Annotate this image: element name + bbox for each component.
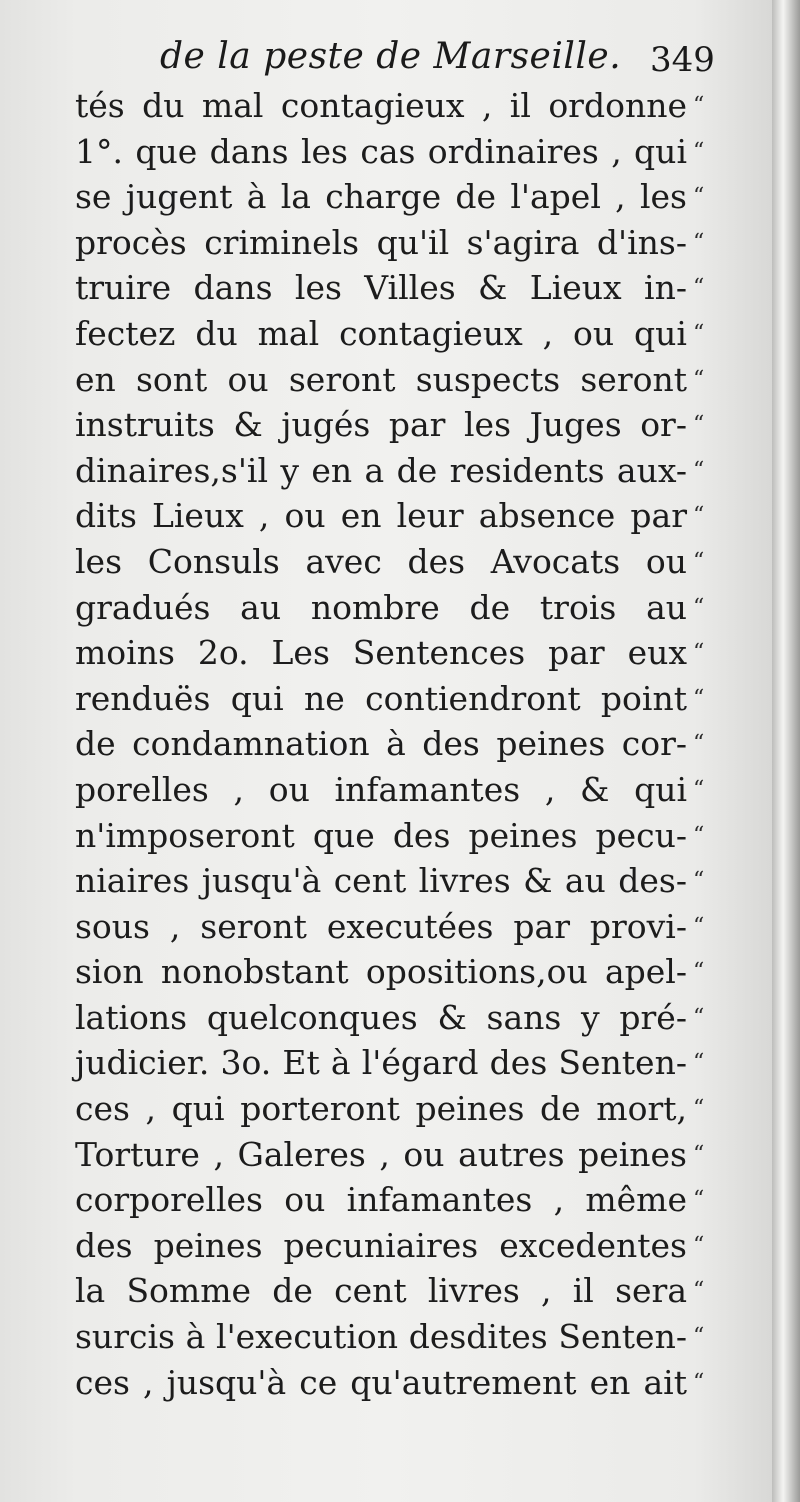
page-edge	[772, 0, 800, 1502]
quote-mark: “	[693, 1187, 705, 1213]
quote-mark: “	[693, 594, 705, 620]
text-line: ces , jusqu'à ce qu'autrement en ait	[75, 1362, 687, 1402]
quote-mark: “	[693, 1004, 705, 1030]
quote-mark: “	[693, 548, 705, 574]
quote-mark: “	[693, 366, 705, 392]
page-number: 349	[650, 40, 715, 80]
quote-mark: “	[693, 1324, 705, 1350]
text-line: renduës qui ne contiendront point	[75, 678, 687, 718]
quote-mark: “	[693, 457, 705, 483]
quote-mark: “	[693, 275, 705, 301]
text-line: Torture , Galeres , ou autres peines	[75, 1134, 687, 1174]
text-line: des peines pecuniaires excedentes	[75, 1225, 687, 1265]
marginal-quote-marks	[693, 83, 723, 1405]
text-line: truire dans les Villes & Lieux in-	[75, 268, 687, 308]
quote-mark: “	[693, 685, 705, 711]
text-line: ces , qui porteront peines de mort,	[75, 1089, 687, 1129]
text-line: 1°. que dans les cas ordinaires , qui	[75, 131, 687, 171]
text-line: judicier. 3o. Et à l'égard des Senten-	[75, 1043, 687, 1083]
text-line: porelles , ou infamantes , & qui	[75, 769, 687, 809]
text-line: tés du mal contagieux , il ordonne	[75, 86, 687, 125]
text-line: fectez du mal contagieux , ou qui	[75, 313, 687, 353]
running-head: de la peste de Marseille.	[160, 36, 622, 77]
quote-mark: “	[693, 503, 705, 529]
text-line: se jugent à la charge de l'apel , les	[75, 177, 687, 217]
text-line: de condamnation à des peines cor-	[75, 724, 687, 764]
quote-mark: “	[693, 1232, 705, 1258]
text-line: dinaires,s'il y en a de residents aux-	[75, 450, 687, 490]
text-line: en sont ou seront suspects seront	[75, 359, 687, 399]
quote-mark: “	[693, 1369, 705, 1395]
quote-mark: “	[693, 822, 705, 848]
text-line: la Somme de cent livres , il sera	[75, 1271, 687, 1311]
quote-mark: “	[693, 1141, 705, 1167]
quote-mark: “	[693, 320, 705, 346]
text-line: instruits & jugés par les Juges or-	[75, 405, 687, 445]
text-line: corporelles ou infamantes , même	[75, 1180, 687, 1220]
quote-mark: “	[693, 731, 705, 757]
text-line: lations quelconques & sans y pré-	[75, 997, 687, 1037]
quote-mark: “	[693, 412, 705, 438]
quote-mark: “	[693, 959, 705, 985]
text-line: niaires jusqu'à cent livres & au des-	[75, 861, 687, 901]
text-line: gradués au nombre de trois au	[75, 587, 687, 627]
quote-mark: “	[693, 776, 705, 802]
text-line: moins 2o. Les Sentences par eux	[75, 633, 687, 673]
quote-mark: “	[693, 229, 705, 255]
text-line: surcis à l'execution desdites Senten-	[75, 1317, 687, 1357]
body-text	[75, 83, 687, 1405]
quote-mark: “	[693, 1096, 705, 1122]
quote-mark: “	[693, 1050, 705, 1076]
quote-mark: “	[693, 640, 705, 666]
quote-mark: “	[693, 184, 705, 210]
quote-mark: “	[693, 1278, 705, 1304]
text-line: sous , seront executées par provi-	[75, 906, 687, 946]
text-line: n'imposeront que des peines pecu-	[75, 815, 687, 855]
quote-mark: “	[693, 138, 705, 164]
text-line: sion nonobstant opositions,ou apel-	[75, 952, 687, 992]
text-line: dits Lieux , ou en leur absence par	[75, 496, 687, 536]
text-line: les Consuls avec des Avocats ou	[75, 541, 687, 581]
quote-mark: “	[693, 93, 705, 118]
quote-mark: “	[693, 913, 705, 939]
quote-mark: “	[693, 868, 705, 894]
text-line: procès criminels qu'il s'agira d'ins-	[75, 222, 687, 262]
